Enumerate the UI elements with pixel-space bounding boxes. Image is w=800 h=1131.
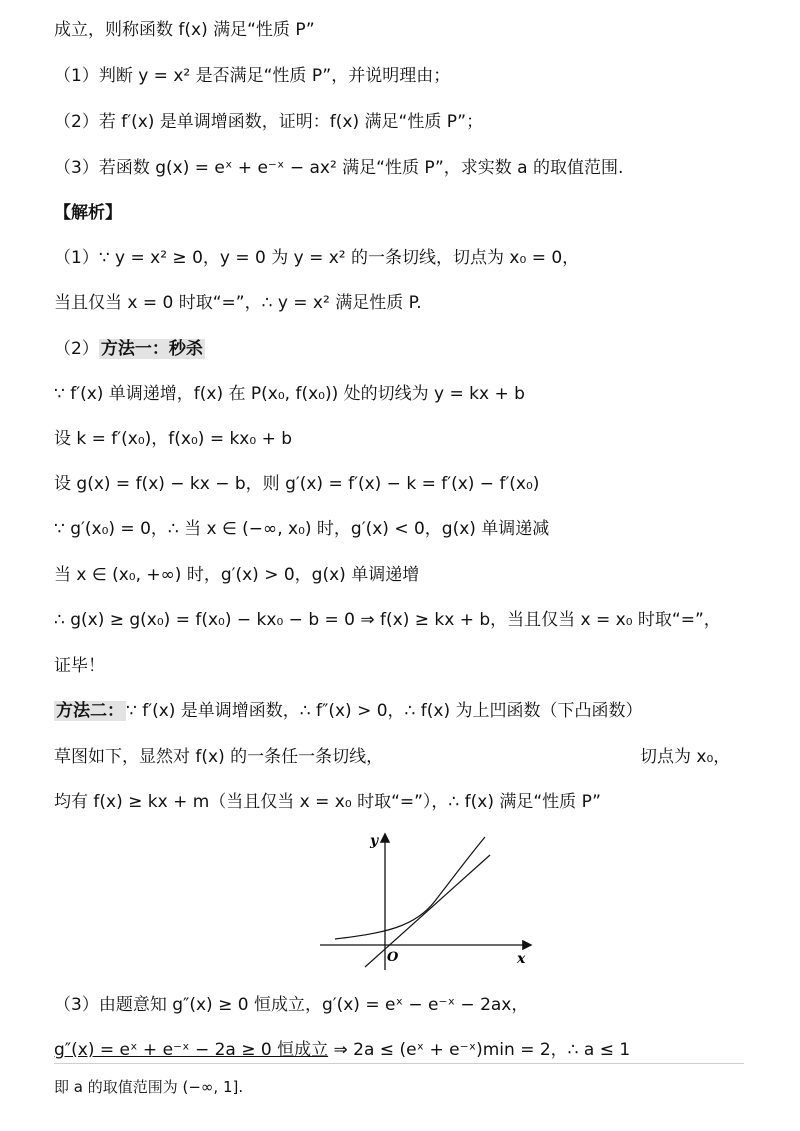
- convex-curve: [335, 837, 485, 939]
- solution-3-line-1: （3）由题意知 g″(x) ≥ 0 恒成立，g′(x) = eˣ − e⁻ˣ − 2ax，: [54, 995, 529, 1015]
- question-1: （1）判断 y = x² 是否满足“性质 P”，并说明理由；: [54, 66, 451, 86]
- always-holds: g″(x) = eˣ + e⁻ˣ − 2a ≥ 0 恒成立: [54, 1040, 329, 1060]
- method-1-line-2: 设 k = f′(x₀)，f(x₀) = kx₀ + b: [54, 429, 293, 449]
- method-1-label: 方法一：秒杀: [100, 339, 203, 359]
- method-1-line-3: 设 g(x) = f(x) − kx − b，则 g′(x) = f′(x) − k = f′(x) − f′(x₀): [54, 474, 540, 494]
- method-2-line-1: [54, 699, 642, 723]
- method-2-line-2b: 切点为 x₀，: [640, 747, 731, 767]
- convex-function-sketch: [315, 825, 545, 975]
- solution-1-line-2: 当且仅当 x = 0 时取“=”，∴ y = x² 满足性质 P.: [54, 293, 422, 313]
- method-1-line-1: ∵ f′(x) 单调递增，f(x) 在 P(x₀, f(x₀)) 处的切线为 y = kx + b: [54, 384, 525, 404]
- method-2-line-2a: 草图如下，显然对 f(x) 的一条任一条切线，: [54, 747, 384, 767]
- question-2: （2）若 f′(x) 是单调增函数，证明：f(x) 满足“性质 P”；: [54, 112, 484, 132]
- min-conclusion: ⇒ 2a ≤ (eˣ + e⁻ˣ)min = 2，∴ a ≤ 1: [328, 1040, 631, 1060]
- question-3: （3）若函数 g(x) = eˣ + e⁻ˣ − ax² 满足“性质 P”，求实数 a 的取值范围.: [54, 158, 624, 178]
- analysis-heading: 【解析】: [54, 203, 122, 223]
- method-1-conclusion: 证毕！: [54, 656, 105, 676]
- method-2-line-3: 均有 f(x) ≥ kx + m（当且仅当 x = x₀ 时取“=”），∴ f(x) 满足“性质 P”: [54, 792, 601, 812]
- part-number: （2）: [54, 339, 99, 359]
- y-axis-label: y: [370, 833, 379, 849]
- method-2-text: ∵ f′(x) 是单调增函数，∴ f″(x) > 0，∴ f(x) 为上凹函数（下凸函数）: [126, 701, 643, 721]
- solution-3-line-2: [54, 1038, 630, 1062]
- solution-1-line-1: （1）∵ y = x² ≥ 0，y = 0 为 y = x² 的一条切线，切点为 x₀ = 0，: [54, 248, 580, 268]
- method-1-line-5: 当 x ∈ (x₀, +∞) 时，g′(x) > 0，g(x) 单调递增: [54, 565, 420, 585]
- solution-2-method-1-heading: [54, 337, 205, 361]
- final-answer: 即 a 的取值范围为 (−∞, 1].: [54, 1078, 244, 1096]
- x-axis-label: x: [517, 951, 526, 967]
- origin-label: O: [387, 950, 399, 965]
- method-1-line-4: ∵ g′(x₀) = 0，∴ 当 x ∈ (−∞, x₀) 时，g′(x) < 0，g(x) 单调递减: [54, 519, 550, 539]
- method-2-label: 方法二：: [56, 701, 124, 721]
- text-line-1: 成立，则称函数 f(x) 满足“性质 P”: [54, 20, 315, 40]
- tangent-line: [365, 855, 490, 967]
- separator: [54, 1063, 744, 1064]
- method-1-line-6: ∴ g(x) ≥ g(x₀) = f(x₀) − kx₀ − b = 0 ⇒ f(x) ≥ kx + b，当且仅当 x = x₀ 时取“=”，: [54, 610, 721, 630]
